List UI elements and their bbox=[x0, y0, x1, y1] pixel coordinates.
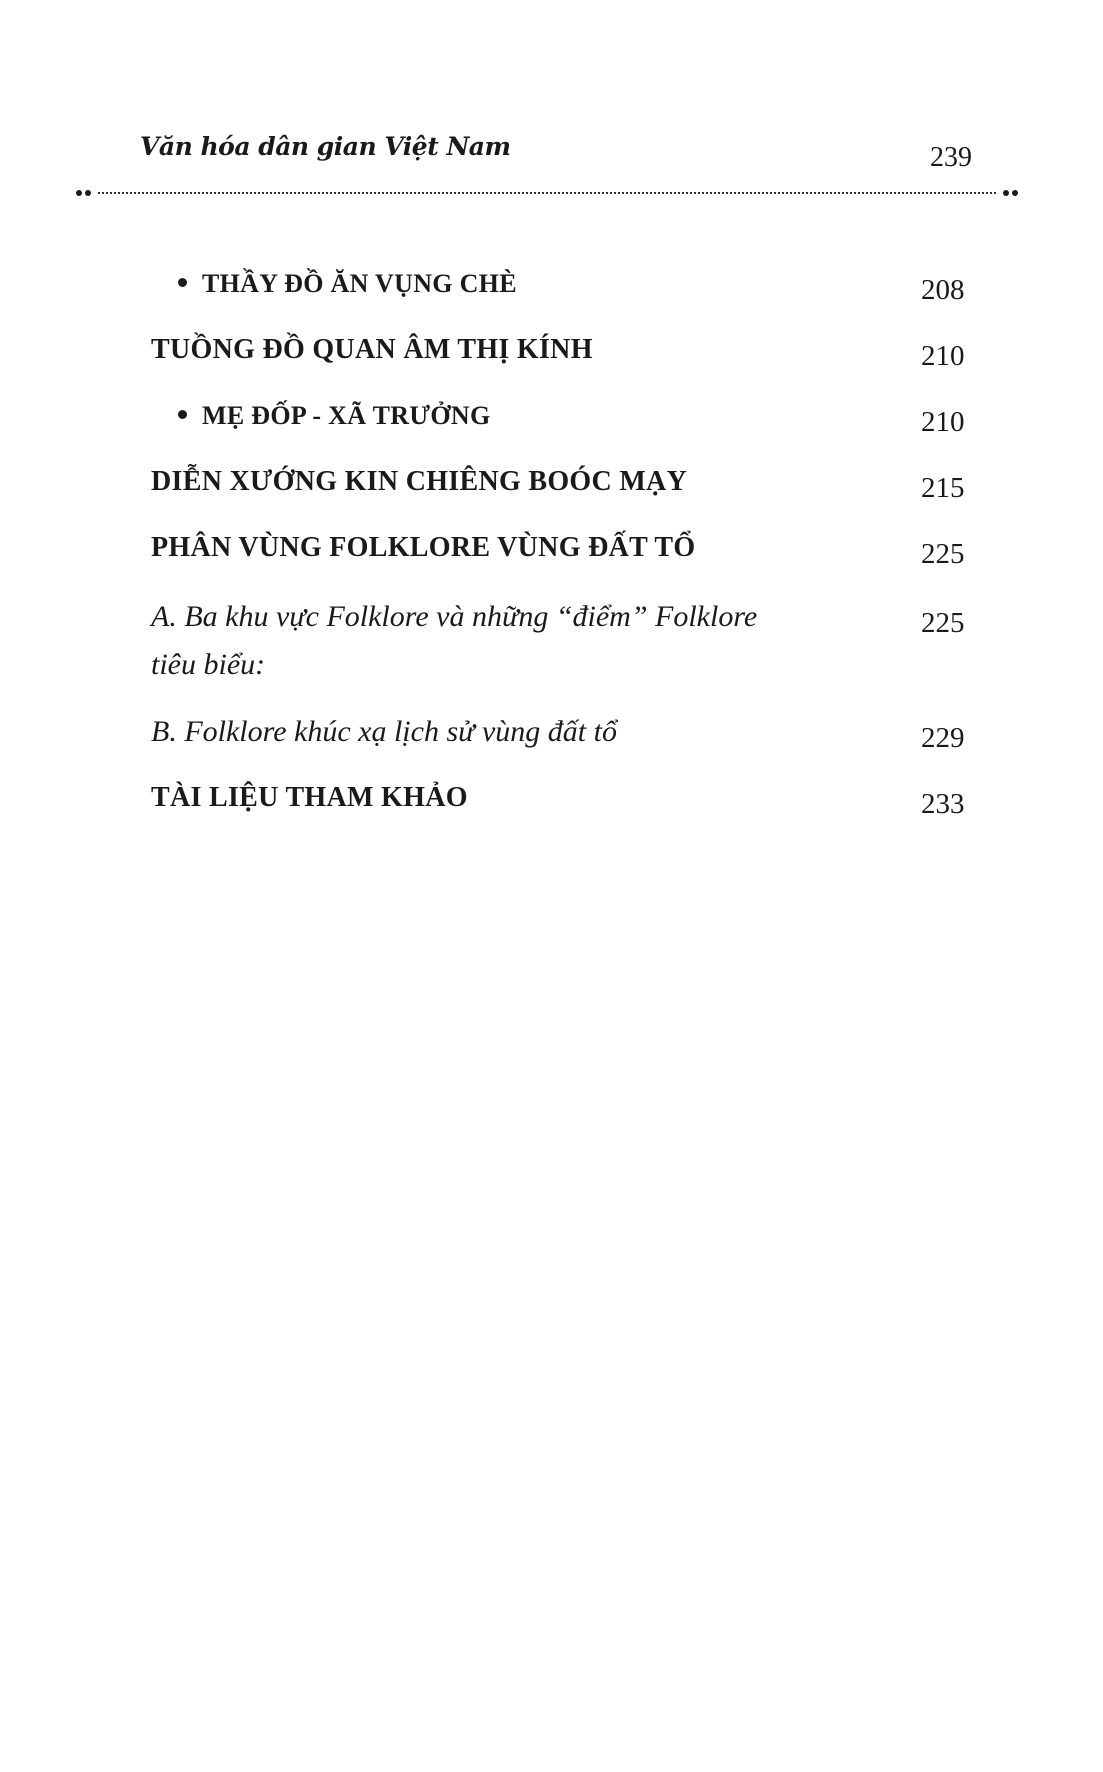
toc-entry-page: 210 bbox=[921, 406, 965, 438]
bullet-icon bbox=[178, 410, 187, 419]
bullet-icon bbox=[178, 278, 187, 287]
toc-entry-title: MẸ ĐỐP - XÃ TRƯỞNG bbox=[202, 401, 491, 430]
toc-entry-title: DIỄN XƯỚNG KIN CHIÊNG BOÓC MẠY bbox=[151, 466, 688, 497]
toc-entry-page: 208 bbox=[921, 274, 965, 306]
rule-dot-left-2 bbox=[85, 190, 91, 196]
toc-entry-page: 215 bbox=[921, 472, 965, 504]
toc-entry-page: 210 bbox=[921, 340, 965, 372]
toc-entry-title: PHÂN VÙNG FOLKLORE VÙNG ĐẤT TỔ bbox=[151, 532, 696, 563]
toc-entry-title: TÀI LIỆU THAM KHẢO bbox=[151, 782, 468, 813]
toc-entry-title: TUỒNG ĐỒ QUAN ÂM THỊ KÍNH bbox=[151, 334, 593, 365]
rule-dot-right-2 bbox=[1012, 190, 1018, 196]
toc-entry-page: 229 bbox=[921, 722, 965, 754]
header-dotted-rule bbox=[76, 190, 1018, 196]
toc-entry-page: 225 bbox=[921, 607, 965, 639]
toc-entry-page: 233 bbox=[921, 788, 965, 820]
page-number: 239 bbox=[930, 142, 972, 173]
toc-entry-title: A. Ba khu vực Folklore và những “điểm” Folklore tiêu biểu: bbox=[151, 600, 758, 681]
running-header-title: Văn hóa dân gian Việt Nam bbox=[140, 132, 511, 161]
rule-dot-left-1 bbox=[76, 190, 82, 196]
rule-dot-right-1 bbox=[1003, 190, 1009, 196]
toc-entry-title: B. Folklore khúc xạ lịch sử vùng đất tổ bbox=[151, 715, 617, 748]
toc-entry-title: THẦY ĐỒ ĂN VỤNG CHÈ bbox=[202, 269, 517, 298]
toc-entry-page: 225 bbox=[921, 538, 965, 570]
rule-dotted-line bbox=[98, 192, 996, 194]
